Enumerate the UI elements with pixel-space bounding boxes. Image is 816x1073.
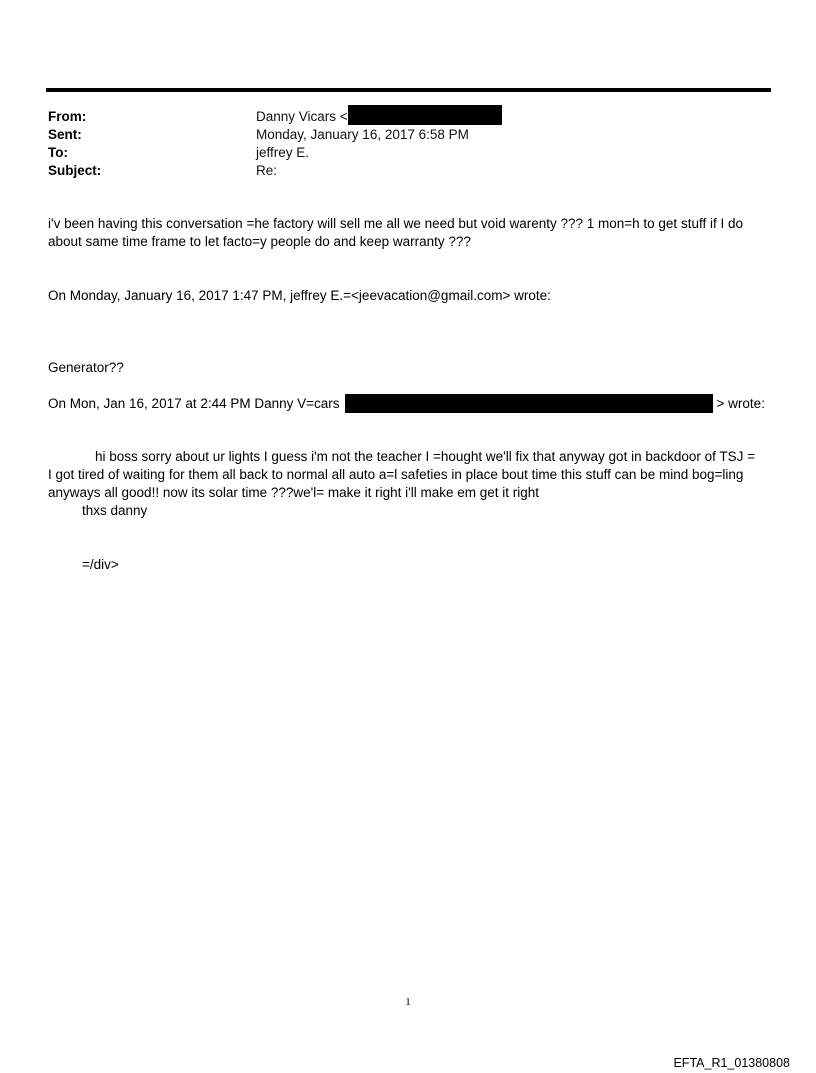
quote2-line: anyways all good!! now its solar time ???we'l= make it right i'll make em get it right xyxy=(48,485,539,500)
from-row xyxy=(48,108,502,126)
subject-row xyxy=(48,162,502,180)
sent-label: Sent: xyxy=(48,127,82,142)
trailing-markup xyxy=(48,556,119,574)
from-name: Danny Vicars < xyxy=(256,109,348,124)
quote1-attribution: On Monday, January 16, 2017 1:47 PM, jeffrey E.=<jeevacation@gmail.com> wrote: xyxy=(48,288,551,303)
to-label: To: xyxy=(48,145,68,160)
reply-paragraph xyxy=(48,215,743,251)
quote2-body xyxy=(48,448,755,520)
sent-value: Monday, January 16, 2017 6:58 PM xyxy=(256,127,469,142)
sent-row xyxy=(48,126,502,144)
quote1-text: Generator?? xyxy=(48,360,124,375)
page-number: 1 xyxy=(405,996,411,1008)
reply-line: i'v been having this conversation =he factory will sell me all we need but void warenty ??? 1 mon=h to get stuff if I do xyxy=(48,216,743,231)
document-id: EFTA_R1_01380808 xyxy=(673,1056,790,1070)
subject-value: Re: xyxy=(256,163,278,178)
quote2-attribution-prefix: On Mon, Jan 16, 2017 at 2:44 PM Danny V=cars xyxy=(48,396,340,411)
to-row xyxy=(48,144,502,162)
subject-label: Subject: xyxy=(48,163,102,178)
quote2-attribution xyxy=(48,395,765,413)
from-value xyxy=(256,108,502,126)
quote2-attribution-suffix: > wrote: xyxy=(716,396,765,411)
quote2-signoff: thxs danny xyxy=(82,503,148,518)
to-value: jeffrey E. xyxy=(256,145,310,160)
quote2-line: hi boss sorry about ur lights I guess i'm not the teacher I =hought we'll fix that anyway got in backdoor of TSJ = xyxy=(95,449,756,464)
redaction-box xyxy=(345,394,713,413)
trailing-markup-text: =/div> xyxy=(82,557,119,572)
redaction-box xyxy=(348,105,502,125)
from-label: From: xyxy=(48,109,87,124)
reply-line: about same time frame to let facto=y people do and keep warranty ??? xyxy=(48,234,471,249)
quote2-line: I got tired of waiting for them all back to normal all auto a=l safeties in place bout time this stuff can be mind bog=ling xyxy=(48,467,744,482)
email-header xyxy=(48,108,502,180)
header-rule xyxy=(46,88,771,92)
